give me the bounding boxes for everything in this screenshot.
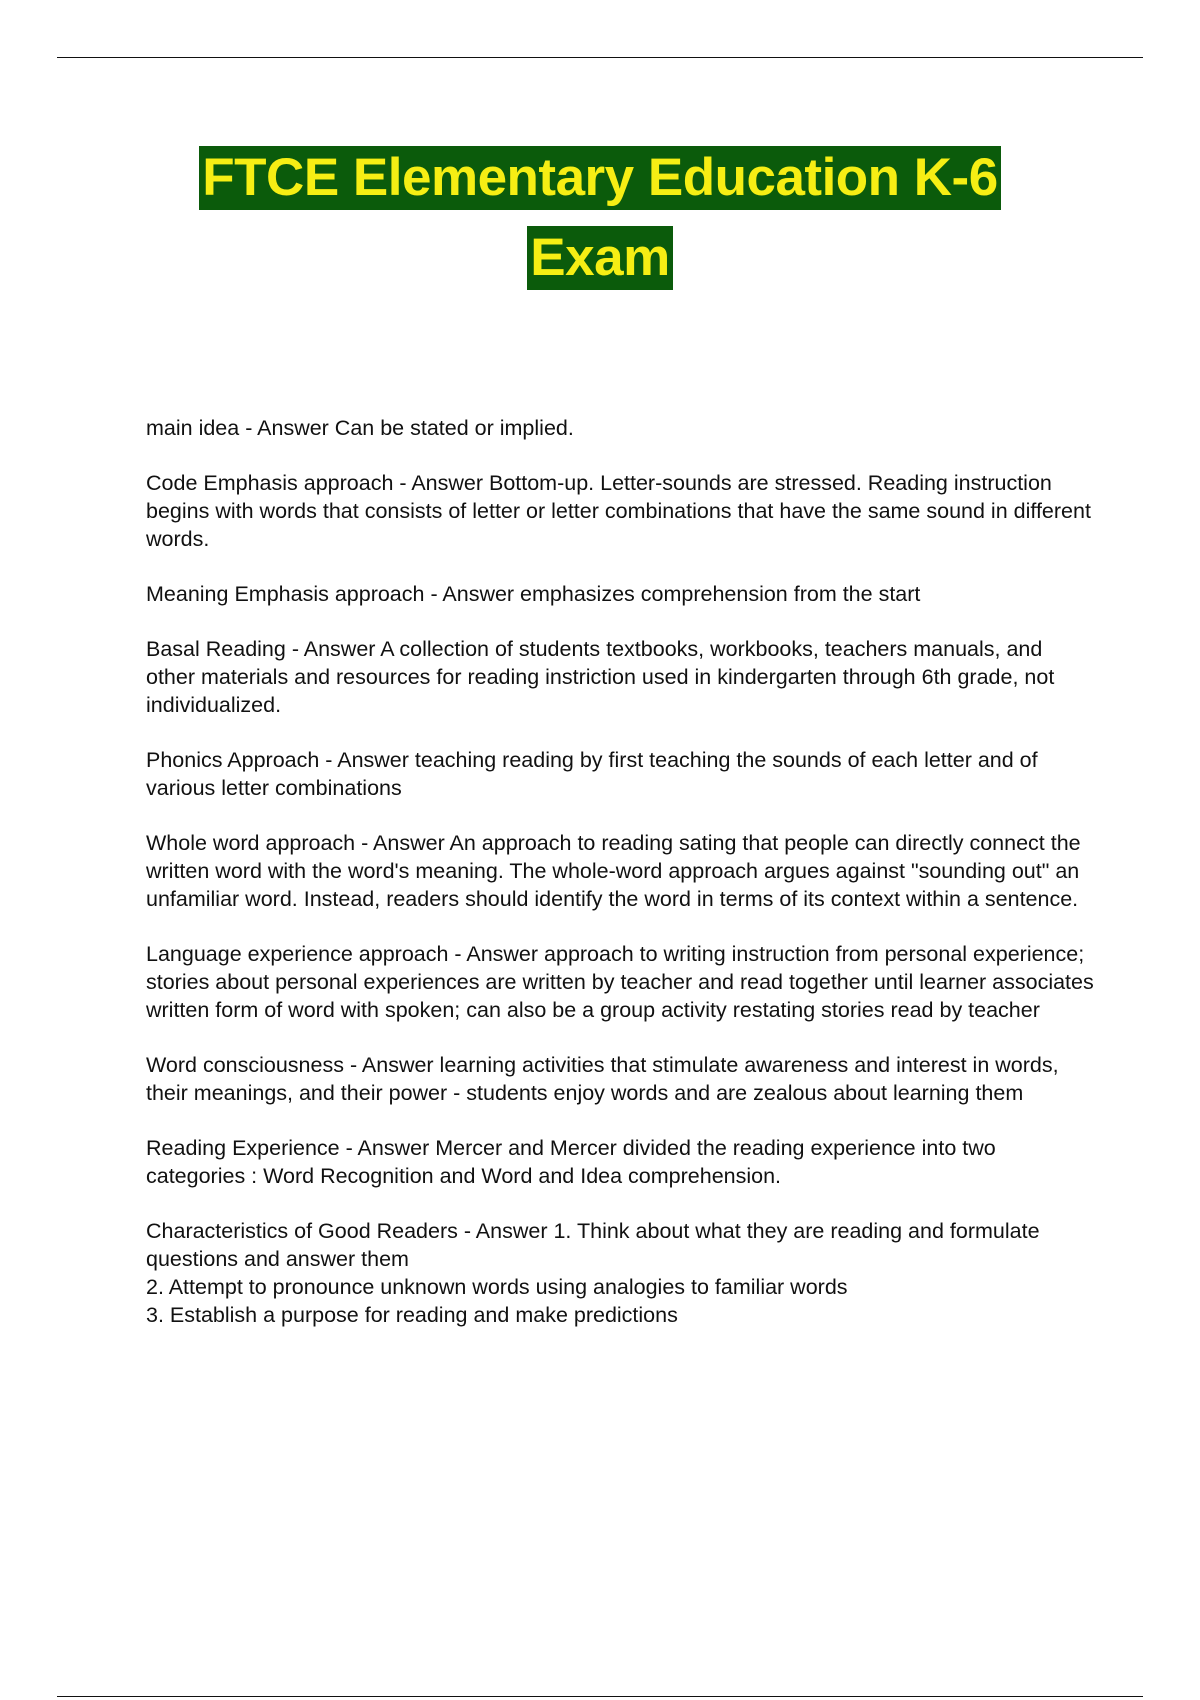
bottom-rule bbox=[57, 1696, 1143, 1697]
entry-code-emphasis: Code Emphasis approach - Answer Bottom-up. Letter-sounds are stressed. Reading instruction begins with words that consists of letter or letter combinations that have the same sound in different words. bbox=[146, 471, 1091, 551]
entry-phonics-approach: Phonics Approach - Answer teaching reading by first teaching the sounds of each letter and of various letter combinations bbox=[146, 748, 1038, 800]
entry-basal-reading: Basal Reading - Answer A collection of students textbooks, workbooks, teachers manuals, and other materials and resources for reading instriction used in kindergarten through 6th grade, not individualized. bbox=[146, 637, 1055, 717]
entry-good-readers: Characteristics of Good Readers - Answer 1. Think about what they are reading and formulate questions and answer them 2. Attempt to pronounce unknown words using analogies to familiar words 3. Establish a purpose for reading and make predictions bbox=[146, 1219, 1040, 1327]
top-rule bbox=[57, 57, 1143, 58]
entry-main-idea: main idea - Answer Can be stated or implied. bbox=[146, 416, 574, 440]
entry-language-experience: Language experience approach - Answer approach to writing instruction from personal experience; stories about personal experiences are written by teacher and read together until learner associates written form of word with spoken; can also be a group activity restating stories read by teacher bbox=[146, 942, 1094, 1022]
entry-word-consciousness: Word consciousness - Answer learning activities that stimulate awareness and interest in words, their meanings, and their power - students enjoy words and are zealous about learning them bbox=[146, 1053, 1059, 1105]
flashcard-list bbox=[146, 414, 1096, 1356]
title-line-1: FTCE Elementary Education K-6 bbox=[199, 146, 1000, 210]
title-line-2: Exam bbox=[527, 226, 672, 290]
page-title bbox=[0, 146, 1200, 304]
entry-reading-experience: Reading Experience - Answer Mercer and Mercer divided the reading experience into two categories : Word Recognition and Word and Idea comprehension. bbox=[146, 1136, 996, 1188]
entry-meaning-emphasis: Meaning Emphasis approach - Answer emphasizes comprehension from the start bbox=[146, 582, 921, 606]
entry-whole-word-approach: Whole word approach - Answer An approach to reading sating that people can directly connect the written word with the word's meaning. The whole-word approach argues against "sounding out" an unfamiliar word. Instead, readers should identify the word in terms of its context within a sentence. bbox=[146, 831, 1081, 911]
